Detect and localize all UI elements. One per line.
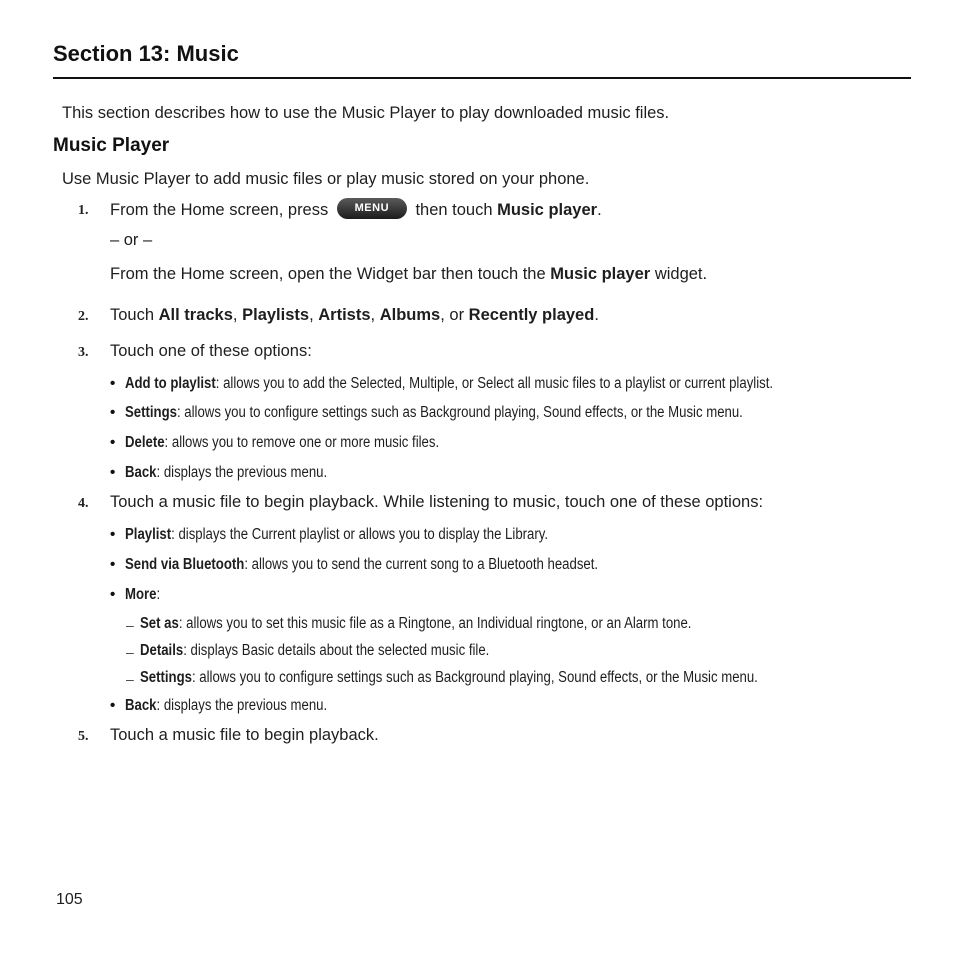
step-text: From the Home screen, open the Widget bar then touch the [110, 265, 546, 283]
bullet-icon: • [110, 556, 116, 573]
bullet-item [125, 464, 327, 482]
bullet-icon: • [110, 526, 116, 543]
bullet-icon: • [110, 375, 116, 392]
bullet-item [125, 404, 743, 422]
bullet-term: More [125, 586, 157, 603]
step-text: Touch [110, 306, 155, 324]
sub-bullet-item [140, 642, 489, 660]
step-number: 1. [78, 203, 89, 218]
intro-text: This section describes how to use the Music Player to play downloaded music files. [62, 104, 670, 122]
bullet-icon: • [110, 697, 116, 714]
step-text: then touch [415, 200, 493, 219]
step-text: widget. [654, 265, 708, 283]
bullet-desc: : displays Basic details about the selected music file. [183, 642, 490, 659]
bullet-desc: : allows you to remove one or more music files. [164, 434, 440, 451]
title-rule [53, 77, 911, 79]
bullet-term: Delete [125, 434, 165, 451]
or-separator: – or – [110, 231, 153, 249]
bold-term: Artists [318, 306, 371, 324]
bullet-term: Settings [125, 404, 177, 421]
bullet-term: Settings [140, 669, 192, 686]
sub-bullet-item [140, 615, 691, 633]
sub-intro-text: Use Music Player to add music files or play music stored on your phone. [62, 170, 590, 188]
bullet-icon: • [110, 464, 116, 481]
step-number: 2. [78, 309, 89, 324]
punct: . [597, 200, 602, 219]
bullet-item [125, 697, 327, 715]
bullet-item [125, 586, 160, 604]
bullet-desc: : allows you to set this music file as a Ringtone, an Individual ringtone, or an Alarm tone. [178, 615, 692, 632]
step-3-text: Touch one of these options: [110, 342, 312, 360]
bold-term: Music player [550, 265, 651, 283]
bullet-term: Details [140, 642, 184, 659]
dash-icon: – [126, 617, 134, 633]
bold-term: Recently played [468, 306, 595, 324]
bold-term: Albums [379, 306, 441, 324]
dash-icon: – [126, 671, 134, 687]
bullet-icon: • [110, 404, 116, 421]
menu-key-icon: MENU [337, 198, 407, 219]
bullet-term: Add to playlist [125, 375, 216, 392]
bullet-item [125, 556, 598, 574]
sub-bullet-item [140, 669, 758, 687]
bullet-item [125, 434, 439, 452]
bullet-desc: : [156, 586, 161, 603]
bold-term: Playlists [242, 306, 310, 324]
bullet-term: Send via Bluetooth [125, 556, 245, 573]
bold-term: Music player [497, 200, 598, 219]
bullet-term: Back [125, 464, 157, 481]
punct: , [232, 306, 238, 324]
bullet-item [125, 375, 773, 393]
punct: , [370, 306, 376, 324]
step-text: From the Home screen, press [110, 200, 329, 219]
step-1-alt-text [110, 265, 707, 284]
bullet-desc: : allows you to add the Selected, Multiple, or Select all music files to a playlist or current playlist. [215, 375, 774, 392]
bold-term: All tracks [158, 306, 233, 324]
punct: , or [440, 306, 465, 324]
bullet-term: Back [125, 697, 157, 714]
bullet-term: Playlist [125, 526, 172, 543]
step-5-text: Touch a music file to begin playback. [110, 726, 379, 744]
bullet-desc: : allows you to configure settings such as Background playing, Sound effects, or the Music menu. [191, 669, 758, 686]
bullet-term: Set as [140, 615, 179, 632]
step-4-text: Touch a music file to begin playback. While listening to music, touch one of these options: [110, 493, 764, 511]
bullet-desc: : allows you to send the current song to a Bluetooth headset. [244, 556, 599, 573]
bullet-icon: • [110, 434, 116, 451]
step-2-text [110, 306, 599, 325]
bullet-item [125, 526, 548, 544]
punct: , [309, 306, 314, 324]
section-title: Section 13: Music [53, 41, 239, 66]
page-number: 105 [56, 891, 83, 908]
bullet-desc: : displays the Current playlist or allows you to display the Library. [171, 526, 549, 543]
step-1-text [110, 200, 602, 221]
step-number: 3. [78, 345, 89, 360]
dash-icon: – [126, 644, 134, 660]
bullet-desc: : allows you to configure settings such as Background playing, Sound effects, or the Music menu. [176, 404, 743, 421]
bullet-desc: : displays the previous menu. [156, 697, 328, 714]
bullet-desc: : displays the previous menu. [156, 464, 328, 481]
subheading: Music Player [53, 135, 170, 156]
punct: . [594, 306, 599, 324]
step-number: 5. [78, 729, 89, 744]
step-number: 4. [78, 496, 89, 511]
bullet-icon: • [110, 586, 116, 603]
